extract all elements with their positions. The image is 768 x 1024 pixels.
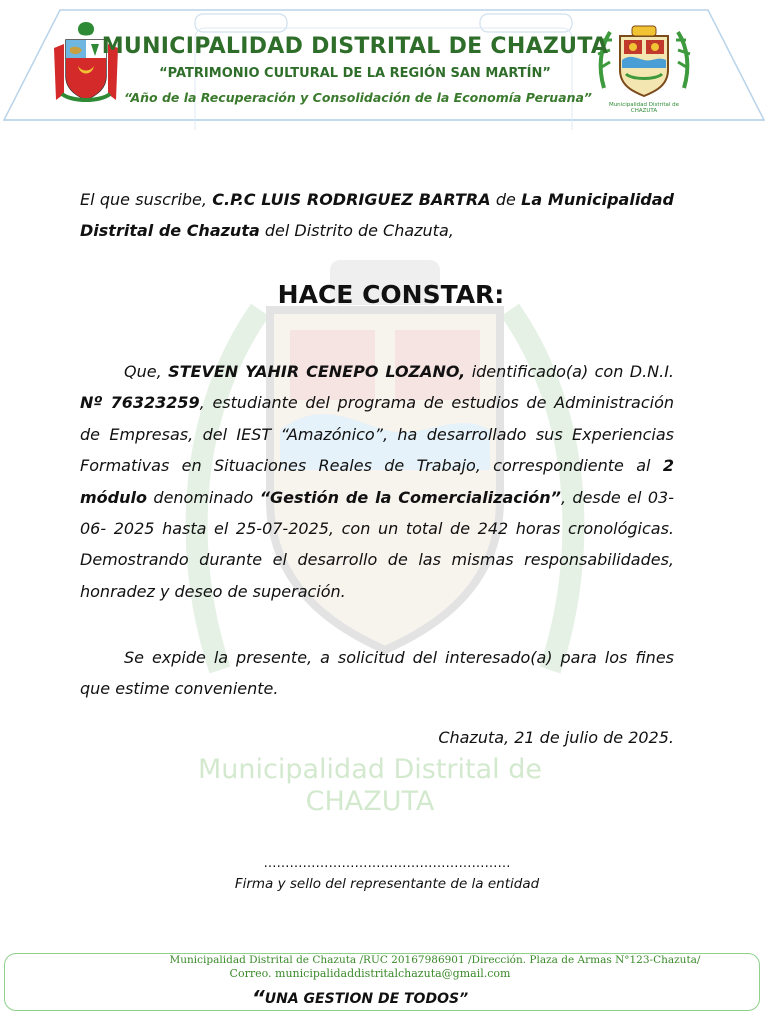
student-dni: Nº 76323259 bbox=[80, 393, 200, 413]
certificate-text: denominado bbox=[153, 487, 254, 507]
footer-address: Municipalidad Distrital de Chazuta /RUC 20167986901 /Dirección. Plaza de Armas N°123-Chazuta/ bbox=[169, 954, 701, 966]
footer-slogan-text: UNA GESTION DE TODOS bbox=[264, 991, 460, 1007]
closing-paragraph: Se expide la presente, a solicitud del interesado(a) para los fines que estime conveniente. bbox=[80, 648, 674, 699]
svg-text:Municipalidad Distrital de: Municipalidad Distrital de bbox=[608, 102, 680, 108]
intro-text: de bbox=[495, 190, 516, 209]
entity-name: La Municipalidad Distrital de Chazuta bbox=[80, 190, 675, 241]
header-motto: “PATRIMONIO CULTURAL DE LA REGIÓN SAN MARTÍN” bbox=[159, 66, 551, 81]
stamp-line-2: CHAZUTA bbox=[305, 786, 435, 817]
issue-date: Chazuta, 21 de julio de 2025. bbox=[438, 728, 674, 747]
document-heading: HACE CONSTAR: bbox=[277, 280, 505, 309]
certificate-paragraph bbox=[80, 356, 674, 607]
stamp-line-1: Municipalidad Distrital de bbox=[198, 754, 542, 785]
module-name: “Gestión de la Comercialización” bbox=[259, 487, 561, 507]
certificate-text: , desde el 03-06- 2025 hasta el 25-07-2025, con un total de 242 horas cronológicas. Demostrando durante el desarrollo de las mismas responsabilidades, honradez y deseo de superación. bbox=[80, 487, 675, 601]
footer-email: Correo. municipalidaddistritalchazuta@gmail.com bbox=[229, 967, 511, 980]
intro-text: El que suscribe, bbox=[80, 190, 207, 209]
footer-slogan: “UNA GESTION DE TODOS” bbox=[251, 986, 469, 1010]
intro-paragraph bbox=[80, 184, 674, 247]
certificate-text: Que, bbox=[124, 362, 162, 381]
student-name: STEVEN YAHIR CENEPO LOZANO, bbox=[168, 362, 466, 381]
svg-text:CHAZUTA: CHAZUTA bbox=[630, 108, 658, 114]
certificate-text: , estudiante del programa de estudios de Administración de Empresas, del IEST “Amazónico”, ha desarrollado sus Experiencias Formativas en Situaciones Reales de Trabajo, correspondiente al bbox=[80, 393, 675, 476]
header-year-motto: “Año de la Recuperación y Consolidación de la Economía Peruana” bbox=[124, 90, 592, 105]
module-number: 2 módulo bbox=[80, 456, 674, 507]
header-title: MUNICIPALIDAD DISTRITAL DE CHAZUTA bbox=[101, 34, 609, 59]
certificate-text: identificado(a) con D.N.I. bbox=[471, 362, 675, 381]
signer-name: C.P.C LUIS RODRIGUEZ BARTRA bbox=[212, 190, 491, 209]
signature-label: Firma y sello del representante de la entidad bbox=[234, 876, 540, 892]
intro-text: del Distrito de Chazuta, bbox=[264, 221, 454, 241]
signature-line: ………………………………………………… bbox=[263, 856, 511, 871]
